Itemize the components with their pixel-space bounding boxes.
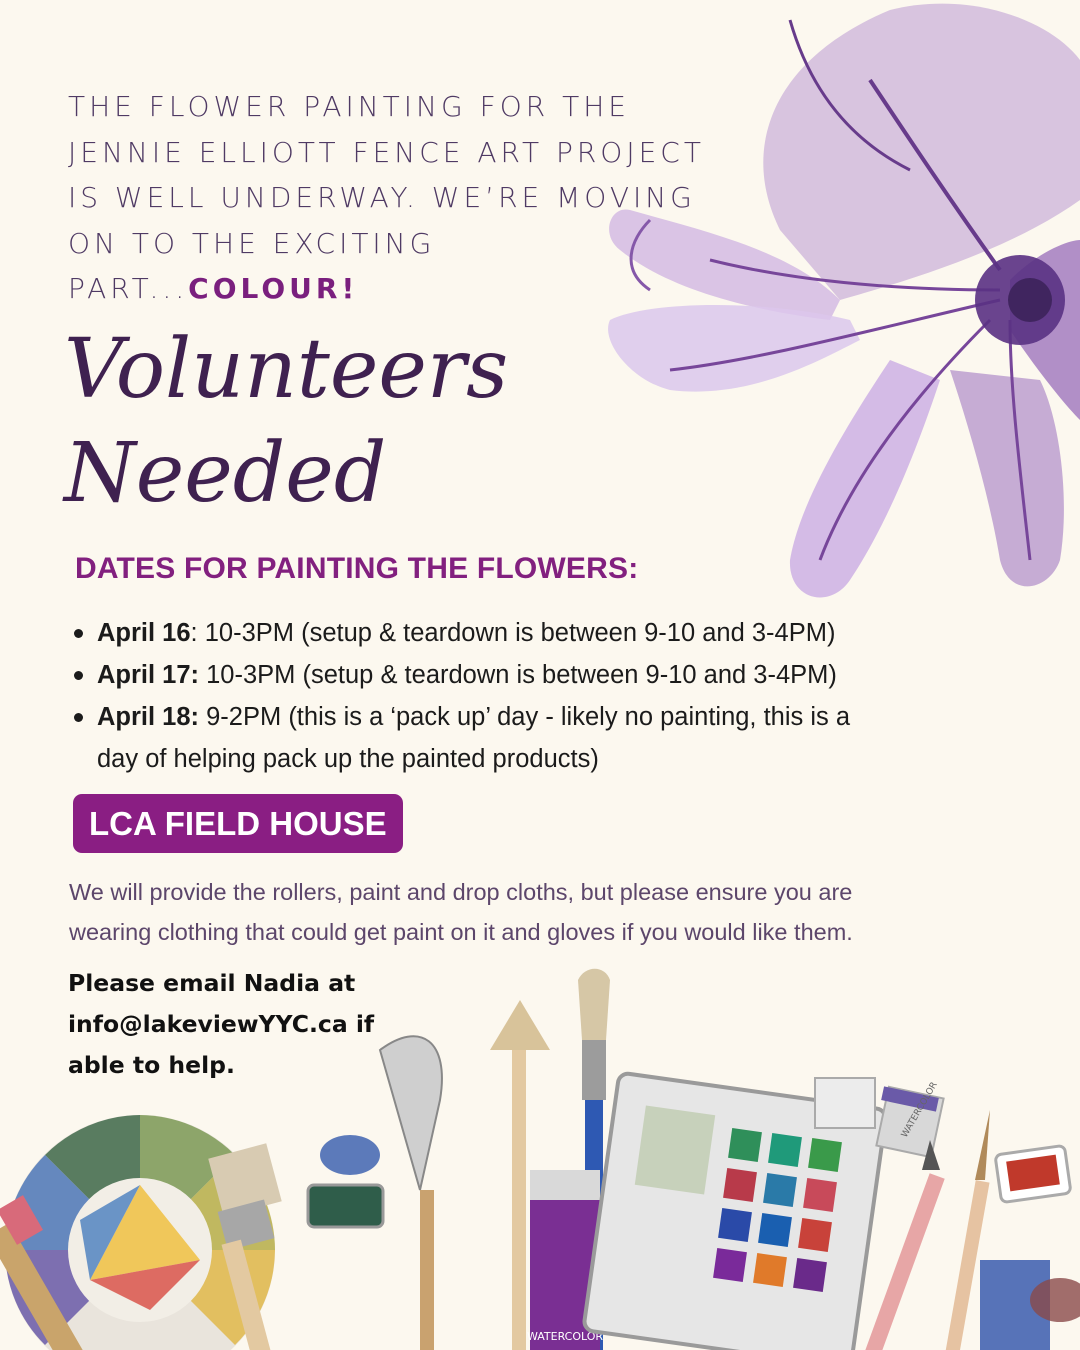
note-line: We will provide the rollers, paint and drop cloths, but please ensure you are — [69, 879, 853, 905]
intro-line-last — [68, 266, 708, 312]
flower-petal-lower — [790, 360, 940, 597]
title-line-volunteers: Volunteers — [64, 322, 509, 417]
flower-petal-bottom-right — [950, 370, 1064, 586]
date-item — [72, 696, 972, 780]
colour-highlight: COLOUR! — [188, 272, 359, 305]
flower-petal-left — [608, 305, 860, 392]
paint-jar-icon — [876, 1081, 943, 1158]
date-day: April 17: — [97, 661, 200, 689]
title-line-needed: Needed — [64, 426, 387, 521]
date-details: 9-2PM (this is a ‘pack up’ day - likely no painting, this is a — [206, 703, 851, 731]
supplies-note — [69, 872, 1029, 952]
jar-label: WATERCOLOR — [899, 1080, 940, 1140]
contact-line: Please email Nadia at — [68, 969, 356, 997]
contact-email-line: info@lakeviewYYC.ca if — [68, 1010, 375, 1038]
flower-petal-top — [763, 4, 1080, 300]
date-item — [72, 654, 972, 696]
date-details-continued: day of helping pack up the painted products) — [97, 745, 599, 773]
note-line: wearing clothing that could get paint on it and gloves if you would like them. — [69, 919, 853, 945]
intro-line: IS WELL UNDERWAY. WE’RE MOVING — [68, 181, 696, 214]
date-day: April 18: — [97, 703, 200, 731]
location-badge: LCA FIELD HOUSE — [73, 794, 403, 853]
contact-line: able to help. — [68, 1051, 235, 1079]
tube-label: WATERCOLOR — [526, 1330, 604, 1343]
intro-line: JENNIE ELLIOTT FENCE ART PROJECT — [68, 135, 705, 169]
palette-knife-icon — [380, 1036, 442, 1350]
intro-line: THE FLOWER PAINTING FOR THE — [68, 90, 630, 123]
intro-line: ON TO THE EXCITING — [68, 226, 436, 260]
date-details: 10-3PM (setup & teardown is between 9-10 and 3-4PM) — [206, 661, 837, 689]
intro-text — [68, 84, 708, 312]
date-item: April 16: 10-3PM (setup & teardown is between 9-10 and 3-4PM) — [72, 612, 972, 654]
dates-list — [72, 612, 972, 780]
green-paint-pan — [308, 1185, 383, 1227]
dates-heading: DATES FOR PAINTING THE FLOWERS: — [75, 552, 639, 585]
art-supplies-illustration — [0, 960, 1080, 1350]
intro-last-prefix: PART... — [68, 272, 189, 305]
date-day: April 16 — [97, 619, 191, 647]
date-details: 10-3PM (setup & teardown is between 9-10 and 3-4PM) — [204, 619, 836, 647]
page-title — [64, 318, 508, 526]
paint-box-icon — [815, 1078, 875, 1128]
blue-paint-blob — [320, 1135, 380, 1175]
